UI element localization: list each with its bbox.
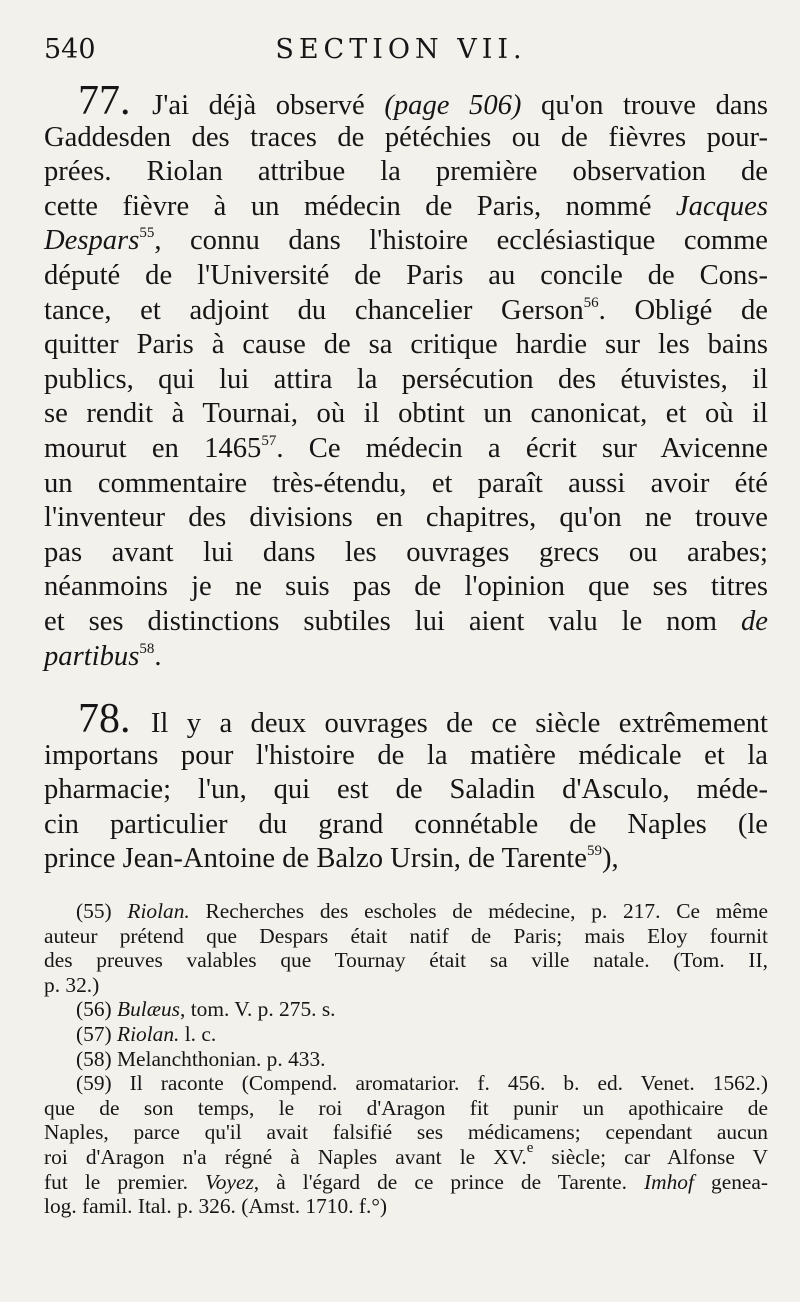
text-run: quitter Paris à cause de sa critique hardie sur les bains bbox=[44, 329, 768, 361]
italic-run: de bbox=[741, 605, 768, 637]
text-line bbox=[44, 808, 768, 843]
text-line bbox=[44, 842, 768, 877]
text-run: Il y a deux ouvrages de ce siècle extrêmement bbox=[150, 708, 769, 740]
footnote-line bbox=[44, 1096, 768, 1121]
footnote-line bbox=[44, 1170, 768, 1195]
text-run: genea- bbox=[693, 1169, 768, 1194]
italic-run: Riolan. bbox=[127, 899, 190, 924]
text-run: l'inventeur des divisions en chapitres, qu'on ne trouve bbox=[44, 502, 768, 534]
text-line bbox=[44, 397, 768, 432]
text-run: l. c. bbox=[179, 1022, 217, 1047]
text-run: , tom. V. p. 275. s. bbox=[180, 997, 336, 1022]
text-run: (56) bbox=[76, 997, 117, 1022]
text-line bbox=[44, 739, 768, 774]
footnote-ref: 59 bbox=[586, 843, 602, 860]
text-run: ), bbox=[601, 843, 619, 875]
text-line bbox=[44, 696, 769, 743]
text-run: . bbox=[154, 640, 162, 672]
text-line bbox=[44, 570, 768, 605]
text-line bbox=[44, 224, 768, 259]
text-run: . Obligé de bbox=[598, 294, 768, 326]
footnote-line bbox=[44, 1047, 768, 1072]
footnote-ref: 58 bbox=[139, 640, 155, 657]
paragraph-number: 77. bbox=[78, 78, 131, 124]
footnote-line bbox=[44, 1022, 768, 1047]
text-run: prince Jean-Antoine de Balzo Ursin, de Tarente bbox=[44, 843, 587, 875]
text-run: et ses distinctions subtiles lui aient valu le nom bbox=[44, 605, 741, 637]
text-run: p. 32.) bbox=[44, 972, 100, 997]
text-run: un commentaire très-étendu, et paraît aussi avoir été bbox=[44, 467, 768, 499]
text-line bbox=[44, 640, 768, 675]
text-run: pharmacie; l'un, qui est de Saladin d'Asculo, méde- bbox=[44, 774, 768, 806]
footnote-line bbox=[44, 1140, 768, 1170]
text-line bbox=[44, 78, 768, 124]
text-line bbox=[44, 294, 768, 329]
text-run: J'ai déjà observé bbox=[152, 90, 385, 121]
italic-run: (page 506) bbox=[384, 90, 522, 121]
text-run: (59) Il raconte (Compend. aromatarior. f. 456. b. ed. Venet. 1562.) bbox=[76, 1071, 768, 1096]
footnote-line bbox=[44, 899, 768, 924]
italic-run: Imhof bbox=[644, 1169, 694, 1194]
text-run: qu'on trouve dans bbox=[521, 90, 768, 121]
text-line bbox=[44, 190, 768, 225]
text-run: . Ce médecin a écrit sur Avicenne bbox=[276, 432, 768, 464]
footnote-ref: 57 bbox=[261, 432, 277, 449]
text-line bbox=[44, 363, 768, 398]
text-run: , connu dans l'histoire ecclésiastique comme bbox=[154, 225, 768, 257]
text-run: que de son temps, le roi d'Aragon fit punir un apothicaire de bbox=[44, 1095, 768, 1120]
text-run: Recherches des escholes de médecine, p. 217. Ce même bbox=[189, 899, 768, 924]
paragraph-number: 78. bbox=[78, 696, 131, 743]
text-run: pas avant lui dans les ouvrages grecs ou arabes; bbox=[44, 536, 768, 568]
text-run: fut le premier. bbox=[44, 1169, 206, 1194]
text-line bbox=[44, 536, 768, 571]
text-line bbox=[44, 121, 768, 156]
italic-run: partibus bbox=[44, 640, 140, 672]
text-run: publics, qui lui attira la persécution des étuvistes, il bbox=[44, 363, 768, 395]
footnote-line bbox=[44, 948, 768, 973]
text-run: tance, et adjoint du chancelier Gerson bbox=[44, 294, 584, 326]
page-header bbox=[44, 34, 768, 74]
text-line bbox=[44, 259, 768, 294]
text-line bbox=[44, 467, 768, 502]
footnote-line bbox=[44, 1071, 768, 1096]
text-run: néanmoins je ne suis pas de l'opinion que ses titres bbox=[44, 571, 768, 603]
text-run: cette fièvre à un médecin de Paris, nommé bbox=[44, 190, 676, 222]
text-run: se rendit à Tournai, où il obtint un canonicat, et où il bbox=[44, 398, 768, 430]
text-run: député de l'Université de Paris au concile de Cons- bbox=[44, 259, 768, 291]
footnote-line bbox=[44, 1120, 768, 1145]
italic-run: Bulæus bbox=[117, 997, 180, 1022]
footnote-line bbox=[44, 997, 768, 1022]
text-run: auteur prétend que Despars était natif de Paris; mais Eloy fournit bbox=[44, 923, 768, 948]
text-run: log. famil. Ital. p. 326. (Amst. 1710. f.°) bbox=[44, 1194, 388, 1219]
text-run: prées. Riolan attribue la première observation de bbox=[44, 156, 768, 188]
text-run: siècle; car Alfonse V bbox=[533, 1145, 768, 1169]
text-run: importans pour l'histoire de la matière médicale et la bbox=[44, 739, 768, 771]
footnote-ref: 56 bbox=[583, 294, 599, 311]
text-run: Gaddesden des traces de pétéchies ou de fièvres pour- bbox=[44, 121, 768, 153]
footnote-line bbox=[44, 1194, 768, 1219]
running-head: SECTION VII. bbox=[275, 34, 527, 65]
text-line bbox=[44, 432, 768, 467]
text-run: (58) Melanchthonian. p. 433. bbox=[76, 1046, 326, 1071]
paragraph-77 bbox=[44, 78, 768, 674]
italic-run: Jacques bbox=[675, 190, 768, 222]
text-line bbox=[44, 501, 768, 536]
italic-run: Despars bbox=[44, 225, 140, 257]
text-run: (55) bbox=[76, 899, 128, 924]
footnote-ref: 55 bbox=[139, 225, 155, 242]
italic-run: Riolan. bbox=[117, 1022, 180, 1047]
footnote-line bbox=[44, 924, 768, 949]
footnote-line bbox=[44, 973, 768, 998]
text-run: cin particulier du grand connétable de Naples (le bbox=[44, 808, 768, 840]
paragraph-78 bbox=[44, 696, 769, 877]
text-run: (57) bbox=[76, 1022, 117, 1047]
text-run: , à l'égard de ce prince de Tarente. bbox=[253, 1169, 645, 1194]
text-run: Naples, parce qu'il avait falsifié ses médicamens; cependant aucun bbox=[44, 1120, 768, 1145]
page-number: 540 bbox=[44, 34, 96, 65]
text-line bbox=[44, 328, 768, 363]
text-run: roi d'Aragon n'a régné à Naples avant le XV. bbox=[44, 1145, 527, 1169]
text-run: des preuves valables que Tournay était sa ville natale. (Tom. II, bbox=[44, 948, 768, 973]
text-line bbox=[44, 605, 768, 640]
italic-run: Voyez bbox=[205, 1169, 254, 1194]
text-run: mourut en 1465 bbox=[44, 432, 262, 464]
text-line bbox=[44, 155, 768, 190]
text-line bbox=[44, 773, 768, 808]
footnote-ref: e bbox=[526, 1140, 534, 1156]
footnotes bbox=[44, 899, 768, 1219]
